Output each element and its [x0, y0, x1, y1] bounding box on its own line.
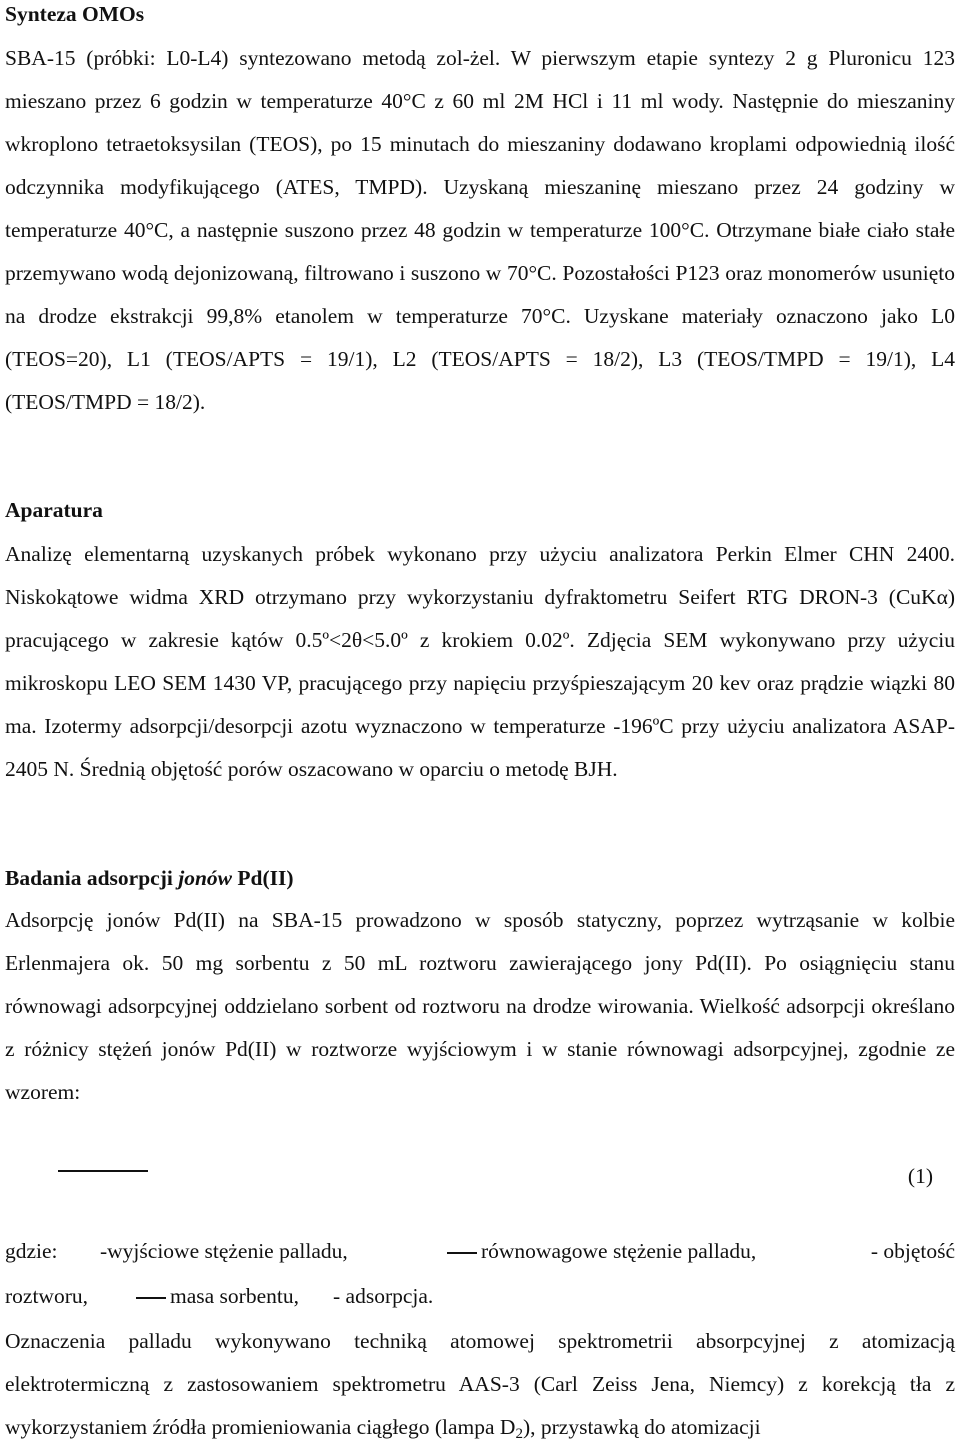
dash-symbol: [447, 1252, 477, 1254]
heading-text-2: Pd(II): [232, 866, 294, 890]
legend-adsorption: - adsorpcja.: [333, 1284, 434, 1308]
section-oznaczenia: [5, 1320, 955, 1456]
section-heading-aparatura: Aparatura: [5, 498, 103, 522]
heading-text-italic: jonów: [178, 866, 233, 890]
section-aparatura: [5, 496, 955, 791]
subscript-2: 2: [515, 1426, 523, 1442]
section-synteza: [5, 0, 955, 424]
legend-volume: - objętość: [870, 1239, 955, 1263]
fraction-line: [58, 1170, 148, 1172]
heading-text-1: Badania adsorpcji: [5, 866, 179, 890]
legend-where: gdzie:: [5, 1239, 58, 1263]
paragraph-oznaczenia: Oznaczenia palladu wykonywano techniką atomowej spektrometrii absorpcyjnej z atomizacją elektrotermiczną z zastosowaniem spektrometru AAS-3 (Carl Zeiss Jena, Niemcy) z korekcją tła z wykorzystaniem źródła promieniowania ciągłego (lampa $D_2$), przystawką do atomizacji: [5, 1329, 955, 1442]
legend-initial-conc: -wyjściowe stężenie palladu,: [100, 1239, 348, 1263]
section-heading-badania: [5, 864, 955, 892]
equation-number: (1): [907, 1164, 933, 1188]
paragraph-aparatura: Analizę elementarną uzyskanych próbek wykonano przy użyciu analizatora Perkin Elmer CHN 2400. Niskokątowe widma XRD otrzymano przy wykorzystaniu dyfraktometru Seifert RTG DRON-3 (CuKα) pracującego w zakresie kątów 0.5º<2θ<5.0º z krokiem 0.02º. Zdjęcia SEM wykonywano przy użyciu mikroskopu LEO SEM 1430 VP, pracującego przy napięciu przyśpieszającym 20 kev oraz prądzie wiązki 80 ma. Izotermy adsorpcji/desorpcji azotu wyznaczono w temperaturze -196ºC przy użyciu analizatora ASAP-2405 N. Średnią objętość porów oszacowano w oparciu o metodę BJH.: [5, 542, 955, 781]
legend-mass: masa sorbentu,: [132, 1275, 299, 1317]
paragraph-synteza: SBA-15 (próbki: L0-L4) syntezowano metodą zol-żel. W pierwszym etapie syntezy 2 g Pluronicu 123 mieszano przez 6 godzin w temperaturze 40°C z 60 ml 2M HCl i 11 ml wody. Następnie do mieszaniny wkroplono tetraetoksysilan (TEOS), po 15 minutach do mieszaniny dodawano kroplami odpowiednią ilość odczynnika modyfikującego (ATES, TMPD). Uzyskaną mieszaninę mieszano przez 24 godziny w temperaturze 40°C, a następnie suszono przez 48 godzin w temperaturze 100°C. Otrzymane białe ciało stałe przemywano wodą dejonizowaną, filtrowano i suszono w 70°C. Pozostałości P123 oraz monomerów usunięto na drodze ekstrakcji 99,8% etanolem w temperaturze 70°C. Uzyskane materiały oznaczono jako L0 (TEOS=20), L1 (TEOS/APTS = 19/1), L2 (TEOS/APTS = 18/2), L3 (TEOS/TMPD = 19/1), L4 (TEOS/TMPD = 18/2).: [5, 46, 955, 414]
section-badania: [5, 864, 955, 1114]
legend-solution: roztworu,: [5, 1284, 88, 1308]
formula-row: [5, 1156, 955, 1196]
paragraph-badania: Adsorpcję jonów Pd(II) na SBA-15 prowadzono w sposób statyczny, poprzez wytrząsanie w kolbie Erlenmajera ok. 50 mg sorbentu z 50 mL roztworu zawierającego jony Pd(II). Po osiągnięciu stanu równowagi adsorpcyjnej oddzielano sorbent od roztworu na drodze wirowania. Wielkość adsorpcji określano z różnicy stężeń jonów Pd(II) w roztworze wyjściowym i w stanie równowagi adsorpcyjnej, zgodnie ze wzorem:: [5, 908, 955, 1104]
legend-equilibrium-conc: równowagowe stężenie palladu,: [443, 1230, 756, 1272]
dash-symbol: [136, 1297, 166, 1299]
section-heading-synteza: Synteza OMOs: [5, 2, 145, 26]
